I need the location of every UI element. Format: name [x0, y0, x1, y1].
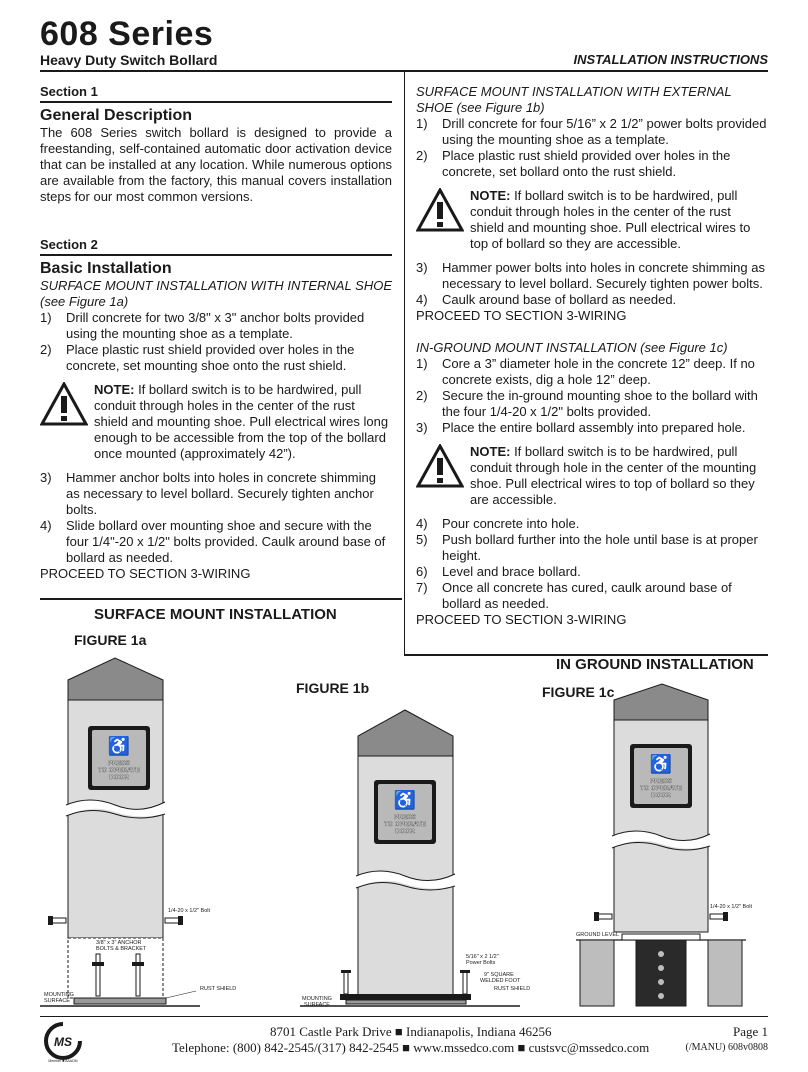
- internal-proceed: PROCEED TO SECTION 3-WIRING: [40, 566, 251, 581]
- step-number: 3): [416, 260, 428, 275]
- step-number: 1): [40, 310, 52, 325]
- figure-1b-caption: FIGURE 1b: [296, 680, 370, 696]
- list-item: [40, 470, 392, 518]
- label-1a-anchor-1: 3/8" x 3" ANCHOR: [96, 940, 142, 946]
- footer-address: 8701 Castle Park Drive ■ Indianapolis, Indiana 46256: [270, 1024, 552, 1039]
- label-1c-bolt: 1/4-20 x 1/2" Bolt: [710, 904, 753, 910]
- svg-text:Member ■ AAADM: Member ■ AAADM: [48, 1059, 78, 1063]
- list-item: [416, 116, 768, 148]
- figure-1c-bollard: [576, 684, 752, 1006]
- internal-steps-b: [40, 470, 392, 566]
- label-1a-mount-1: MOUNTING: [44, 992, 74, 998]
- step-number: 4): [40, 518, 52, 533]
- step-text: Core a 3” diameter hole in the concrete 12” deep. If no concrete exists, dig a hole 12” deep.: [442, 356, 755, 387]
- external-proceed: PROCEED TO SECTION 3-WIRING: [416, 308, 627, 323]
- list-item: [416, 420, 768, 436]
- plate-text-2: TO OPERATE: [384, 821, 426, 828]
- company-logo: [44, 1022, 82, 1064]
- figure-1a-bollard: [40, 658, 236, 1006]
- list-item: [416, 580, 768, 612]
- list-item: [40, 518, 392, 566]
- wheelchair-icon: ♿: [393, 790, 417, 810]
- list-item: [40, 310, 392, 342]
- external-steps-b: [416, 260, 768, 308]
- section-1-heading: General Description: [40, 107, 193, 124]
- step-number: 5): [416, 532, 428, 547]
- step-number: 2): [40, 342, 52, 357]
- plate-text-1: PRESS: [393, 814, 417, 821]
- svg-text:MS: MS: [54, 1035, 72, 1049]
- step-text: Drill concrete for four 5/16” x 2 1/2” power bolts provided using the mounting shoe as a template.: [442, 116, 767, 147]
- step-text: Slide bollard over mounting shoe and secure with the four 1/4"-20 x 1/2" bolts provided. Caulk around base of bollard as needed.: [66, 518, 386, 565]
- inground-caption: IN GROUND INSTALLATION: [556, 656, 754, 673]
- step-number: 3): [416, 420, 428, 435]
- list-item: [416, 148, 768, 180]
- list-item: [416, 564, 768, 580]
- label-1a-mount-2: SURFACE: [44, 998, 70, 1004]
- section-2-label: Section 2: [40, 237, 392, 256]
- page-subtitle: Heavy Duty Switch Bollard: [40, 52, 218, 68]
- step-text: Caulk around base of bollard as needed.: [442, 292, 677, 307]
- external-shoe-title: SURFACE MOUNT INSTALLATION WITH EXTERNAL SHOE (see Figure 1b): [416, 84, 732, 115]
- list-item: [416, 292, 768, 308]
- inground-title: IN-GROUND MOUNT INSTALLATION (see Figure 1c): [416, 340, 728, 355]
- step-text: Hammer anchor bolts into holes in concrete shimming as necessary to level bollard. Securely tighten anchor bolts.: [66, 470, 376, 517]
- inground-steps-b: [416, 516, 768, 612]
- internal-steps-a: [40, 310, 392, 374]
- internal-note: NOTE: If bollard switch is to be hardwired, pull conduit through holes in the center of the rust shield and mounting shoe. Pull electrical wires long enough to be accessible from the top of the bollard once mounted (approximately 42”).: [40, 382, 392, 462]
- column-divider: [404, 72, 405, 654]
- warning-icon: [416, 444, 464, 488]
- label-1b-foot-2: WELDED FOOT: [480, 978, 521, 984]
- footer-contact: Telephone: (800) 842-2545/(317) 842-2545 ■ www.mssedco.com ■ custsvc@mssedco.com: [172, 1040, 650, 1055]
- label-1b-power-2: Power Bolts: [466, 960, 496, 966]
- inground-note: NOTE: If bollard switch is to be hardwired, pull conduit through hole in the center of the mounting shoe. Pull electrical wires to top of bollard so they are accessible.: [416, 444, 768, 508]
- plate-text-1: PRESS: [649, 778, 673, 785]
- external-note: NOTE: If bollard switch is to be hardwired, pull conduit through holes in the center of the rust shield and mounting shoe. Pull electrical wires to top of bollard so they are accessible.: [416, 188, 768, 252]
- left-column: [40, 84, 392, 582]
- wheelchair-icon: ♿: [649, 754, 673, 774]
- step-text: Place the entire bollard assembly into prepared hole.: [442, 420, 746, 435]
- step-number: 2): [416, 388, 428, 403]
- step-number: 3): [40, 470, 52, 485]
- external-steps-a: [416, 116, 768, 180]
- step-text: Place plastic rust shield provided over holes in the concrete, set bollard onto the rust shield.: [442, 148, 731, 179]
- plate-text-1: PRESS: [107, 760, 131, 767]
- plate-text-3: DOOR: [651, 792, 671, 799]
- step-number: 2): [416, 148, 428, 163]
- step-number: 6): [416, 564, 428, 579]
- label-1b-power-1: 5/16" x 2 1/2": [466, 954, 499, 960]
- step-text: Push bollard further into the hole until base is at proper height.: [442, 532, 758, 563]
- list-item: [416, 532, 768, 564]
- wheelchair-icon: ♿: [107, 736, 131, 756]
- figures-rule: [40, 598, 402, 600]
- plate-text-3: DOOR: [109, 774, 129, 781]
- document-code: (/MANU) 608v0808: [685, 1042, 768, 1053]
- step-number: 4): [416, 516, 428, 531]
- list-item: [416, 260, 768, 292]
- step-text: Once all concrete has cured, caulk around base of bollard as needed.: [442, 580, 732, 611]
- step-number: 1): [416, 116, 428, 131]
- step-text: Pour concrete into hole.: [442, 516, 580, 531]
- step-number: 1): [416, 356, 428, 371]
- step-number: 7): [416, 580, 428, 595]
- step-text: Hammer power bolts into holes in concrete shimming as necessary to level bollard. Securely tighten power bolts.: [442, 260, 765, 291]
- bollard-figures: [0, 650, 808, 1016]
- label-1b-rust: RUST SHIELD: [494, 986, 531, 992]
- step-text: Secure the in-ground mounting shoe to the bollard with the four 1/4-20 x 1/2" bolts provided.: [442, 388, 758, 419]
- step-text: Level and brace bollard.: [442, 564, 581, 579]
- label-1a-bolt: 1/4-20 x 1/2" Bolt: [168, 908, 211, 914]
- section-1-body: The 608 Series switch bollard is designed to provide a freestanding, self-contained automatic door activation device that can be installed at any location. While numerous options are available from the factory, this manual covers installation steps for our most common versions.: [40, 125, 392, 204]
- list-item: [416, 356, 768, 388]
- internal-shoe-title: SURFACE MOUNT INSTALLATION WITH INTERNAL SHOE (see Figure 1a): [40, 278, 392, 309]
- list-item: [416, 516, 768, 532]
- surface-mount-caption: SURFACE MOUNT INSTALLATION: [94, 606, 337, 623]
- step-text: Drill concrete for two 3/8" x 3" anchor bolts provided using the mounting shoe as a template.: [66, 310, 365, 341]
- plate-text-3: DOOR: [395, 828, 415, 835]
- label-1b-mount-1: MOUNTING: [302, 996, 332, 1002]
- plate-text-2: TO OPERATE: [640, 785, 682, 792]
- label-1a-anchor-2: BOLTS & BRACKET: [96, 946, 147, 952]
- label-1a-rust: RUST SHIELD: [200, 986, 237, 992]
- document-type: INSTALLATION INSTRUCTIONS: [573, 52, 768, 67]
- inground-proceed: PROCEED TO SECTION 3-WIRING: [416, 612, 627, 627]
- figure-1c-caption: FIGURE 1c: [542, 684, 615, 700]
- label-1b-mount-2: SURFACE: [304, 1002, 330, 1008]
- section-1-label: Section 1: [40, 84, 392, 103]
- footer-rule: [40, 1016, 768, 1017]
- figure-1a-caption: FIGURE 1a: [74, 632, 147, 648]
- step-text: Place plastic rust shield provided over holes in the concrete, set mounting shoe onto the rust shield.: [66, 342, 355, 373]
- warning-icon: [40, 382, 88, 426]
- plate-text-2: TO OPERATE: [98, 767, 140, 774]
- step-number: 4): [416, 292, 428, 307]
- inground-steps-a: [416, 356, 768, 436]
- figure-1b-bollard: [300, 710, 530, 1008]
- list-item: [40, 342, 392, 374]
- label-1b-foot-1: 9" SQUARE: [484, 972, 514, 978]
- label-1c-ground: GROUND LEVEL: [576, 932, 620, 938]
- warning-icon: [416, 188, 464, 232]
- page-number: Page 1: [732, 1024, 768, 1039]
- right-column: [416, 84, 768, 628]
- section-2-heading: Basic Installation: [40, 260, 172, 277]
- page-title: 608 Series: [40, 15, 214, 53]
- list-item: [416, 388, 768, 420]
